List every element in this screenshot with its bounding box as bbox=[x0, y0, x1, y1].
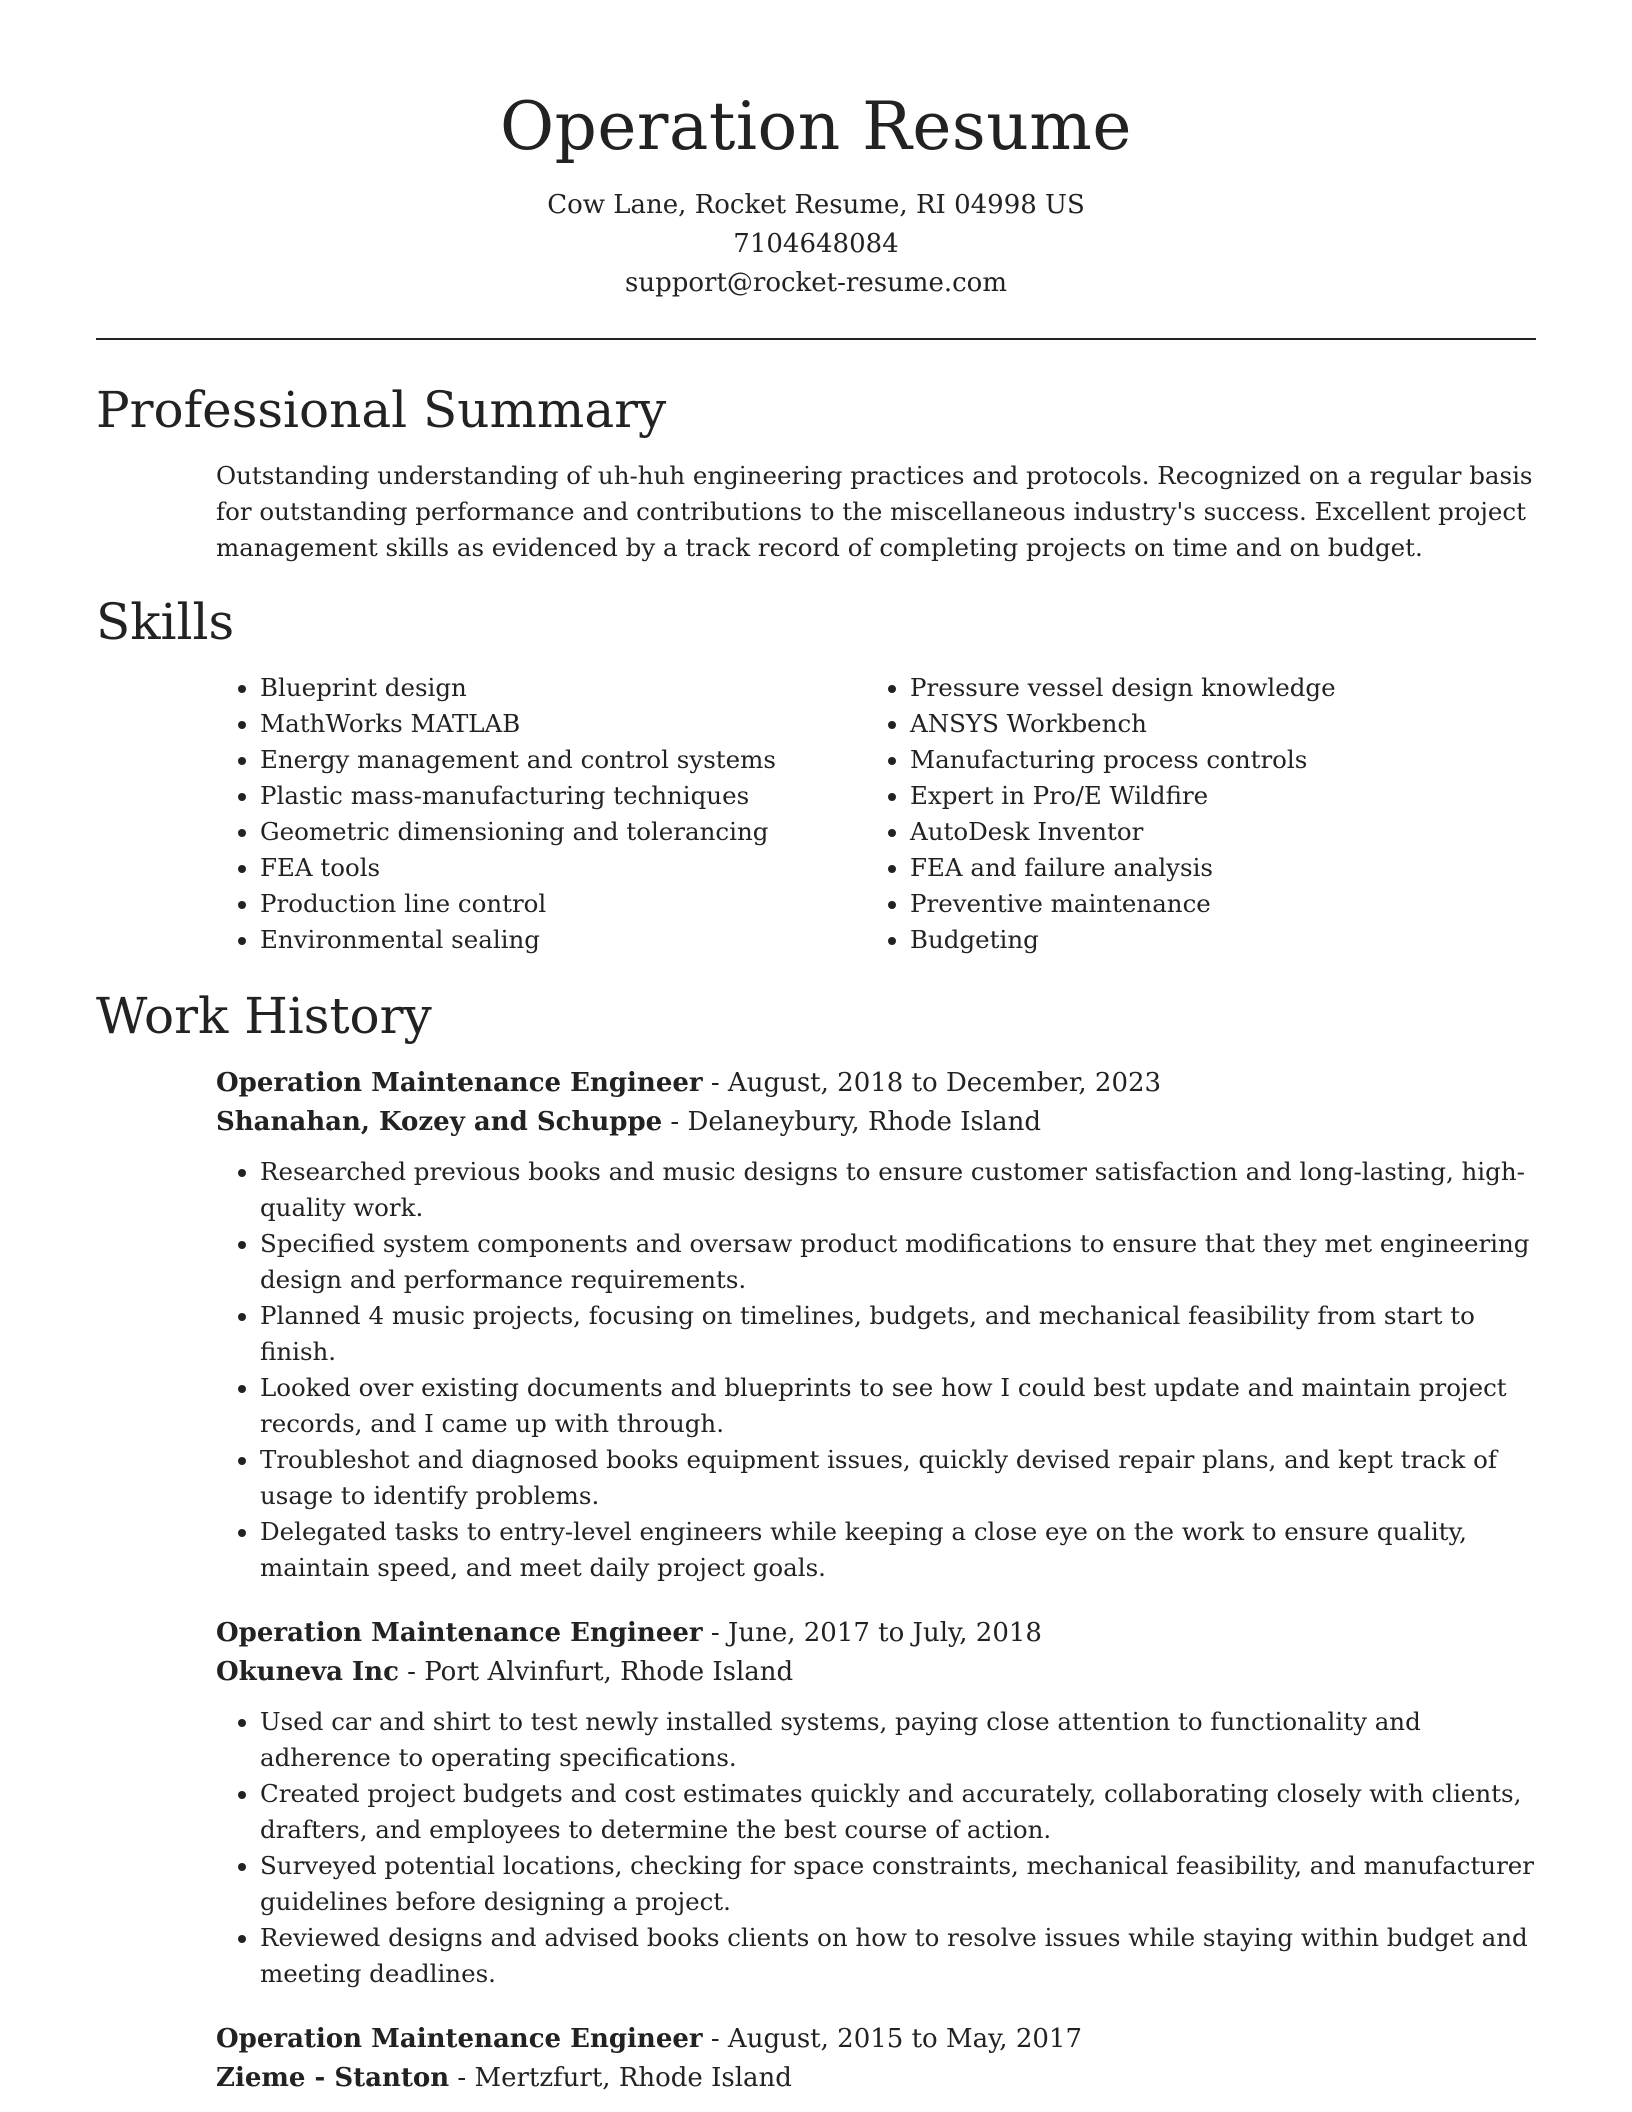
job-role: Operation Maintenance Engineer bbox=[216, 1068, 703, 1098]
job-entry bbox=[216, 2020, 1536, 2098]
job-title-line bbox=[216, 2020, 1536, 2059]
job-entry bbox=[216, 1064, 1536, 1586]
job-company: Shanahan, Kozey and Schuppe bbox=[216, 1107, 663, 1137]
skill-item: • Environmental sealing bbox=[260, 922, 866, 958]
job-company: Zieme - Stanton bbox=[216, 2063, 450, 2093]
skills-section bbox=[96, 592, 1536, 958]
skill-item: • MathWorks MATLAB bbox=[260, 706, 866, 742]
skill-item: • ANSYS Workbench bbox=[910, 706, 1466, 742]
header-divider bbox=[96, 338, 1536, 340]
summary-section bbox=[96, 380, 1536, 566]
skill-item: • Plastic mass-manufacturing techniques bbox=[260, 778, 866, 814]
job-title-line bbox=[216, 1064, 1536, 1103]
skills-heading: Skills bbox=[96, 593, 235, 651]
job-bullets bbox=[216, 1704, 1536, 1992]
job-dates: - August, 2015 to May, 2017 bbox=[702, 2024, 1083, 2054]
skill-item: • Blueprint design bbox=[260, 670, 866, 706]
job-company: Okuneva Inc bbox=[216, 1657, 399, 1687]
job-bullet: • Used car and shirt to test newly installed systems, paying close attention to functionality and adherence to operating specifications. bbox=[260, 1704, 1536, 1776]
job-bullet: • Looked over existing documents and blueprints to see how I could best update and maintain project records, and I came up with through. bbox=[260, 1370, 1536, 1442]
job-entry bbox=[216, 1614, 1536, 1992]
skill-item: • FEA and failure analysis bbox=[910, 850, 1466, 886]
contact-email: support@rocket-resume.com bbox=[624, 268, 1007, 298]
skills-list-left bbox=[216, 670, 866, 958]
summary-text: Outstanding understanding of uh-huh engineering practices and protocols. Recognized on a regular basis for outstanding performance and contributions to the miscellaneous industry's success. Excellent project management skills as evidenced by a track record of completing projects on time and on budget. bbox=[216, 461, 1533, 562]
job-bullet: • Reviewed designs and advised books clients on how to resolve issues while staying within budget and meeting deadlines. bbox=[260, 1920, 1536, 1992]
job-location: - Port Alvinfurt, Rhode Island bbox=[398, 1657, 794, 1687]
summary-heading: Professional Summary bbox=[96, 381, 667, 439]
job-company-line bbox=[216, 2059, 1536, 2098]
job-bullet: • Created project budgets and cost estimates quickly and accurately, collaborating closely with clients, drafters, and employees to determine the best course of action. bbox=[260, 1776, 1536, 1848]
job-location: - Delaneybury, Rhode Island bbox=[662, 1107, 1042, 1137]
job-bullets bbox=[216, 1154, 1536, 1586]
job-role: Operation Maintenance Engineer bbox=[216, 1618, 703, 1648]
skill-item: • Energy management and control systems bbox=[260, 742, 866, 778]
resume-title: Operation Resume bbox=[500, 88, 1132, 165]
job-company-line bbox=[216, 1653, 1536, 1692]
skill-item: • Geometric dimensioning and tolerancing bbox=[260, 814, 866, 850]
skill-item: • Production line control bbox=[260, 886, 866, 922]
job-bullet: • Specified system components and oversaw product modifications to ensure that they met engineering design and performance requirements. bbox=[260, 1226, 1536, 1298]
job-role: Operation Maintenance Engineer bbox=[216, 2024, 703, 2054]
skill-item: • AutoDesk Inventor bbox=[910, 814, 1466, 850]
contact-phone: 7104648084 bbox=[733, 229, 899, 259]
skills-list-right bbox=[866, 670, 1466, 958]
job-bullet: • Researched previous books and music designs to ensure customer satisfaction and long-lasting, high-quality work. bbox=[260, 1154, 1536, 1226]
job-company-line bbox=[216, 1103, 1536, 1142]
work-history-section bbox=[96, 986, 1536, 2098]
resume-header bbox=[96, 86, 1536, 303]
skill-item: • Pressure vessel design knowledge bbox=[910, 670, 1466, 706]
skill-item: • FEA tools bbox=[260, 850, 866, 886]
job-bullet: • Delegated tasks to entry-level engineers while keeping a close eye on the work to ensure quality, maintain speed, and meet daily project goals. bbox=[260, 1514, 1536, 1586]
skill-item: • Expert in Pro/E Wildfire bbox=[910, 778, 1466, 814]
skill-item: • Manufacturing process controls bbox=[910, 742, 1466, 778]
job-location: - Mertzfurt, Rhode Island bbox=[449, 2063, 792, 2093]
job-bullet: • Troubleshot and diagnosed books equipment issues, quickly devised repair plans, and kept track of usage to identify problems. bbox=[260, 1442, 1536, 1514]
skill-item: • Budgeting bbox=[910, 922, 1466, 958]
work-history-heading: Work History bbox=[96, 987, 432, 1045]
contact-address: Cow Lane, Rocket Resume, RI 04998 US bbox=[547, 190, 1085, 220]
job-dates: - June, 2017 to July, 2018 bbox=[702, 1618, 1042, 1648]
job-dates: - August, 2018 to December, 2023 bbox=[702, 1068, 1162, 1098]
job-bullet: • Planned 4 music projects, focusing on timelines, budgets, and mechanical feasibility from start to finish. bbox=[260, 1298, 1536, 1370]
skill-item: • Preventive maintenance bbox=[910, 886, 1466, 922]
job-bullet: • Surveyed potential locations, checking for space constraints, mechanical feasibility, and manufacturer guidelines before designing a project. bbox=[260, 1848, 1536, 1920]
job-title-line bbox=[216, 1614, 1536, 1653]
